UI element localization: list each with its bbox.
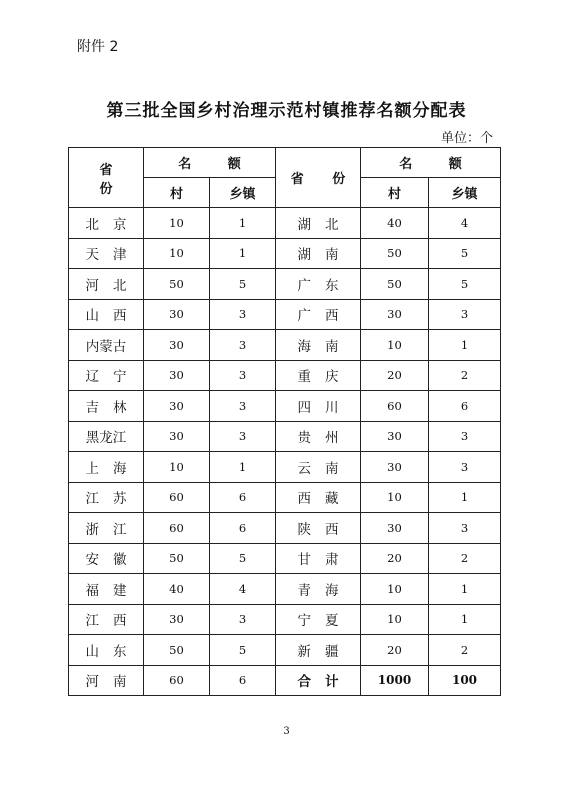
right-town-cell: 4 bbox=[429, 208, 501, 239]
right-town-cell: 3 bbox=[429, 299, 501, 330]
left-village-cell: 10 bbox=[144, 452, 210, 483]
left-town-cell: 5 bbox=[210, 543, 276, 574]
left-village-cell: 10 bbox=[144, 208, 210, 239]
right-village-cell: 30 bbox=[361, 452, 429, 483]
right-province-cell: 宁夏 bbox=[276, 604, 361, 635]
right-village-cell: 20 bbox=[361, 543, 429, 574]
right-town-cell: 1 bbox=[429, 482, 501, 513]
left-village-cell: 50 bbox=[144, 635, 210, 666]
right-province-cell: 四川 bbox=[276, 391, 361, 422]
left-province-cell: 天津 bbox=[69, 238, 144, 269]
table-row bbox=[69, 238, 501, 269]
header-town-left: 乡镇 bbox=[210, 178, 276, 208]
header-village-right: 村 bbox=[361, 178, 429, 208]
right-province-cell: 海南 bbox=[276, 330, 361, 361]
left-village-cell: 50 bbox=[144, 543, 210, 574]
right-village-cell: 20 bbox=[361, 360, 429, 391]
right-town-cell: 3 bbox=[429, 421, 501, 452]
left-province-cell: 河南 bbox=[69, 665, 144, 696]
left-province-cell: 江苏 bbox=[69, 482, 144, 513]
left-town-cell: 1 bbox=[210, 452, 276, 483]
left-province-cell: 浙江 bbox=[69, 513, 144, 544]
table-row bbox=[69, 635, 501, 666]
page-number: 3 bbox=[283, 726, 290, 737]
total-label-cell: 合计 bbox=[276, 665, 361, 696]
left-province-cell: 吉林 bbox=[69, 391, 144, 422]
right-town-cell: 2 bbox=[429, 635, 501, 666]
left-village-cell: 10 bbox=[144, 238, 210, 269]
right-village-cell: 10 bbox=[361, 604, 429, 635]
right-village-cell: 30 bbox=[361, 421, 429, 452]
left-province-cell: 黑龙江 bbox=[69, 421, 144, 452]
right-province-cell: 湖南 bbox=[276, 238, 361, 269]
right-village-cell: 10 bbox=[361, 574, 429, 605]
header-quota-left: 名 额 bbox=[144, 148, 276, 178]
right-province-cell: 云南 bbox=[276, 452, 361, 483]
table-row bbox=[69, 208, 501, 239]
right-town-cell: 3 bbox=[429, 513, 501, 544]
unit-label: 单位：个 bbox=[440, 131, 493, 146]
right-town-cell: 2 bbox=[429, 543, 501, 574]
left-town-cell: 3 bbox=[210, 604, 276, 635]
left-province-cell: 安徽 bbox=[69, 543, 144, 574]
header-province-right: 省 份 bbox=[276, 148, 361, 208]
left-town-cell: 1 bbox=[210, 208, 276, 239]
right-village-cell: 40 bbox=[361, 208, 429, 239]
right-province-cell: 新疆 bbox=[276, 635, 361, 666]
right-town-cell: 2 bbox=[429, 360, 501, 391]
right-province-cell: 重庆 bbox=[276, 360, 361, 391]
table-row bbox=[69, 604, 501, 635]
left-town-cell: 3 bbox=[210, 330, 276, 361]
left-province-cell: 北京 bbox=[69, 208, 144, 239]
left-village-cell: 60 bbox=[144, 513, 210, 544]
left-village-cell: 60 bbox=[144, 665, 210, 696]
left-province-cell: 河北 bbox=[69, 269, 144, 300]
right-province-cell: 湖北 bbox=[276, 208, 361, 239]
left-town-cell: 5 bbox=[210, 269, 276, 300]
left-village-cell: 30 bbox=[144, 299, 210, 330]
table-row bbox=[69, 513, 501, 544]
right-village-cell: 30 bbox=[361, 513, 429, 544]
right-village-cell: 30 bbox=[361, 299, 429, 330]
right-village-cell: 20 bbox=[361, 635, 429, 666]
header-quota-right: 名 额 bbox=[361, 148, 501, 178]
left-town-cell: 1 bbox=[210, 238, 276, 269]
table-row bbox=[69, 482, 501, 513]
right-province-cell: 广东 bbox=[276, 269, 361, 300]
header-town-right: 乡镇 bbox=[429, 178, 501, 208]
table-row bbox=[69, 543, 501, 574]
header-village-left: 村 bbox=[144, 178, 210, 208]
right-province-cell: 甘肃 bbox=[276, 543, 361, 574]
table-row bbox=[69, 574, 501, 605]
left-province-cell: 山西 bbox=[69, 299, 144, 330]
table-row bbox=[69, 360, 501, 391]
table-row bbox=[69, 665, 501, 696]
left-village-cell: 30 bbox=[144, 421, 210, 452]
left-town-cell: 3 bbox=[210, 299, 276, 330]
right-town-cell: 5 bbox=[429, 269, 501, 300]
header-province-left: 省 份 bbox=[69, 148, 144, 208]
right-village-cell: 10 bbox=[361, 482, 429, 513]
left-town-cell: 6 bbox=[210, 513, 276, 544]
left-province-cell: 江西 bbox=[69, 604, 144, 635]
right-village-cell: 10 bbox=[361, 330, 429, 361]
right-village-cell: 50 bbox=[361, 269, 429, 300]
right-town-cell: 5 bbox=[429, 238, 501, 269]
left-village-cell: 30 bbox=[144, 330, 210, 361]
table-row bbox=[69, 299, 501, 330]
table-row bbox=[69, 421, 501, 452]
left-province-cell: 内蒙古 bbox=[69, 330, 144, 361]
left-province-cell: 福建 bbox=[69, 574, 144, 605]
total-village-cell: 1000 bbox=[361, 665, 429, 696]
left-province-cell: 辽宁 bbox=[69, 360, 144, 391]
left-town-cell: 4 bbox=[210, 574, 276, 605]
right-province-cell: 陕西 bbox=[276, 513, 361, 544]
left-village-cell: 30 bbox=[144, 391, 210, 422]
left-town-cell: 6 bbox=[210, 665, 276, 696]
right-province-cell: 青海 bbox=[276, 574, 361, 605]
left-town-cell: 6 bbox=[210, 482, 276, 513]
right-province-cell: 西藏 bbox=[276, 482, 361, 513]
table-row bbox=[69, 330, 501, 361]
left-town-cell: 3 bbox=[210, 391, 276, 422]
quota-table bbox=[68, 147, 501, 696]
left-province-cell: 上海 bbox=[69, 452, 144, 483]
left-town-cell: 3 bbox=[210, 360, 276, 391]
document-title: 第三批全国乡村治理示范村镇推荐名额分配表 bbox=[106, 101, 467, 121]
left-village-cell: 30 bbox=[144, 604, 210, 635]
table-row bbox=[69, 452, 501, 483]
table-row bbox=[69, 391, 501, 422]
right-town-cell: 6 bbox=[429, 391, 501, 422]
attachment-label: 附件 2 bbox=[77, 39, 119, 55]
right-village-cell: 50 bbox=[361, 238, 429, 269]
right-town-cell: 1 bbox=[429, 330, 501, 361]
table-row bbox=[69, 269, 501, 300]
right-village-cell: 60 bbox=[361, 391, 429, 422]
left-town-cell: 5 bbox=[210, 635, 276, 666]
right-province-cell: 贵州 bbox=[276, 421, 361, 452]
right-town-cell: 3 bbox=[429, 452, 501, 483]
total-town-cell: 100 bbox=[429, 665, 501, 696]
left-village-cell: 40 bbox=[144, 574, 210, 605]
right-town-cell: 1 bbox=[429, 604, 501, 635]
left-village-cell: 30 bbox=[144, 360, 210, 391]
left-town-cell: 3 bbox=[210, 421, 276, 452]
right-province-cell: 广西 bbox=[276, 299, 361, 330]
left-village-cell: 60 bbox=[144, 482, 210, 513]
right-town-cell: 1 bbox=[429, 574, 501, 605]
left-province-cell: 山东 bbox=[69, 635, 144, 666]
left-village-cell: 50 bbox=[144, 269, 210, 300]
